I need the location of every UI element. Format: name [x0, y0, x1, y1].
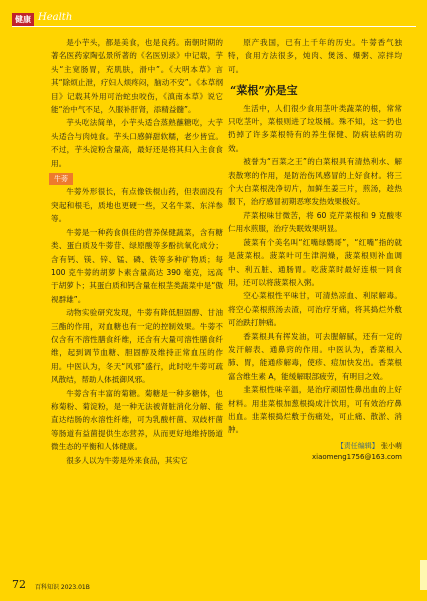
paragraph: 很多人以为牛蒡是外来食品，其实它 — [66, 455, 188, 465]
paragraph: 牛蒡外形很长，有点像铁棍山药，但表面没有突起和根毛，质地也更硬一些，又名牛菜、东洋参等。 — [51, 187, 223, 224]
page-header — [0, 0, 427, 34]
paragraph: 是小芋头，都是美食，也是良药。南朝时期的著名医药家陶弘景所著的《名医别录》中记载，芋头“主宽肠胃，充肌肤，滑中”。《大明本草》言其“除烦止泄，疗妇人烦疼闷，脑动不安”。《本草纲目》记载其外用可治蛇虫咬伤，《滇南本草》说它能“治中气不足，久服补肝肾，添精益髓”。 — [51, 38, 223, 115]
paragraph: 被誉为“百菜之王”的白菜根具有清热利水、解表散寒的作用，是防治伤风感冒的上好食材。将三个大白菜根洗净切片，加鲜生姜三片，煎汤，趁热服下，治疗感冒初期恶寒发热效果极好。 — [228, 157, 402, 207]
paragraph: 香菜根具有挥发油，可去腥解腻，还有一定的发汗解表、通鼻窍的作用。中医认为，香菜根入肺、胃，能通疹解毒，使疹、痘加快发出。香菜根富含维生素 A，能缓解眼部疲劳，有明目之效。 — [228, 331, 402, 381]
editor-name: 张小萌 — [381, 441, 402, 450]
paragraph: 芹菜根味甘微苦，将 60 克芹菜根和 9 克酸枣仁用水煎服，治疗失眠效果明显。 — [228, 210, 402, 234]
page-number: 72 — [12, 578, 26, 591]
section-label: Health — [38, 12, 73, 23]
paragraph: 牛蒡含有丰富的菊糖。菊糖是一种多糖体，也称菊粉、菊淀粉，是一种无法被肾脏消化分解、能直达结肠的水溶性纤维，可为乳酸杆菌、双歧杆菌等肠道有益菌提供生态营养，从而更好地维持肠道微生态的平衡和人体健康。 — [51, 388, 223, 452]
paragraph: 芋头吃法简单，小芋头适合蒸熟蘸糖吃，大芋头适合与肉炖食。芋头口感鲜甜软糯，老少皆宜。不过，芋头淀粉含量高，最好还是将其归入主食食用。 — [51, 118, 223, 168]
left-column — [51, 36, 223, 467]
header-divider — [12, 26, 416, 27]
burdock-tag: 牛蒡 — [49, 173, 73, 185]
paragraph: 菠菜有个美名叫“红嘴绿鹦哥”，“红嘴”指的就是菠菜根。菠菜叶可生津润燥，菠菜根则补血调中、利五脏、通肠胃。吃菠菜时最好连根一同食用，还可以将菠菜根入粥。 — [228, 237, 402, 287]
paragraph: 生活中，人们很少食用茎叶类蔬菜的根，常常只吃茎叶，菜根则进了垃圾桶。殊不知，这一扔也扔掉了许多菜根特有的养生保健、防病祛病的功效。 — [228, 103, 402, 153]
magazine-issue: 百科知识 2023.01B — [35, 584, 90, 591]
section-badge: 健康 — [12, 13, 34, 26]
paragraph: 原产我国，已有上千年的历史。牛蒡香气独特，食用方法很多，炖肉、煲汤、爆粥、凉拌均可。 — [228, 38, 402, 74]
section-heading-text: “菜根”亦是宝 — [230, 84, 298, 98]
page-edge-decoration — [420, 560, 427, 590]
editor-label: 【责任编辑】 — [336, 441, 379, 450]
paragraph: 空心菜根性平味甘，可清热凉血、利尿解毒。将空心菜根煎汤去渣，可治疗牙痛，将其捣烂外敷可治跌打肿痛。 — [228, 291, 402, 328]
paragraph: 韭菜根性味辛温，是治疗顽固性鼻出血的上好材料。用韭菜根加葱根捣成汁饮用，可有效治疗鼻出血。韭菜根捣烂敷于伤痛处，可止痛、散淤、消肿。 — [228, 385, 402, 435]
editor-email: xiaomeng1756@163.com — [311, 452, 402, 461]
editor-credit — [228, 441, 402, 463]
paragraph: 牛蒡是一种药食俱佳的营养保健蔬菜，含有糖类、蛋白质及牛蒡苷、绿原酸等多酚抗氧化成分；含有钙、镁、锌、锰、磷、铁等多种矿物质；每 100 克牛蒡的胡萝卜素含量高达 390 毫克，远高于胡萝卜；其蛋白质和钙含量在根茎类蔬菜中是“傲视群雄”。 — [51, 227, 223, 304]
right-column — [228, 36, 402, 463]
section-heading — [230, 84, 402, 97]
paragraph: 动物实验研究发现，牛蒡有降低胆固醇、甘油三酯的作用，对血糖也有一定的控制效果。牛蒡不仅含有不溶性膳食纤维，还含有大量可溶性膳食纤维，起到调节血糖、胆固醇及维持正常血压的作用。中医认为，冬天“风邪”盛行，此时吃牛蒡可疏风散结，帮助人体抵御风邪。 — [51, 308, 223, 385]
